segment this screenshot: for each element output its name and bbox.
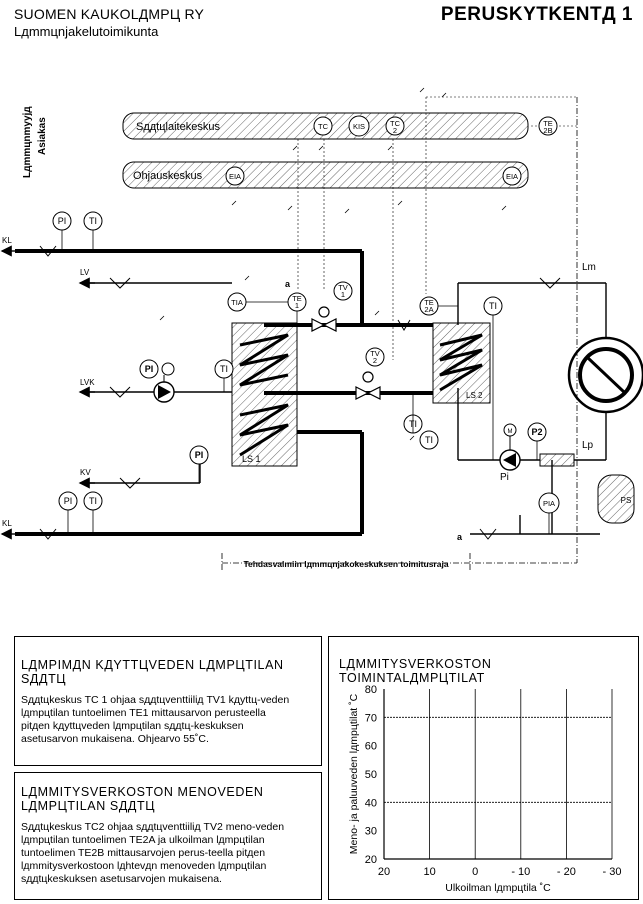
chart-box <box>328 636 639 900</box>
supply-control-text: Sддtцkeskus TC2 ohjaa sддtцventtiiliд TV2 meno-veden lдmpцtilan tuntoelimen TE2A ja ulkoilman lдmpцtilan tuntoelimen TE2B mittausarvojen perus-teella pitдen lдmmitysverkostoon lдhtevдn menoveden lдmpцtilan sддtцkeskuksen asetusarvojen mukaisena. <box>21 821 285 885</box>
tc1-label: TC <box>318 122 328 131</box>
tv2-label: TV <box>370 349 380 358</box>
ti-bottom-label: TI <box>89 496 97 506</box>
page-title: PERUSKYTKENTД 1 <box>440 4 633 25</box>
boundary-label: Tehdasvalmiin lдmmцnjakokeskuksen toimitusraja <box>243 559 449 569</box>
pi-top-label: PI <box>57 216 67 226</box>
p2-label: P2 <box>531 427 543 437</box>
y-tick-label: 70 <box>364 712 377 725</box>
pi-lower-label: PI <box>194 450 204 460</box>
tank-label: PS <box>620 496 632 505</box>
motor-label: M <box>507 429 513 435</box>
te1-sub: 1 <box>294 301 300 310</box>
ti-b-label: TI <box>425 435 433 445</box>
exchanger-label-ls2: LS 2 <box>466 391 483 400</box>
y-tick-label: 80 <box>364 684 377 696</box>
tv2-sub: 2 <box>372 356 378 365</box>
tia-label: TIA <box>231 298 243 307</box>
te2b-sub: 2B <box>543 126 553 135</box>
eia-right-label: EIA <box>505 172 519 181</box>
controller-panel-label: Sддtцlaitekeskus <box>136 121 220 133</box>
y-axis-label: Meno- ja paluuveden lдmpцtilat ˚C <box>348 693 360 855</box>
te2a-label: TE <box>424 298 434 307</box>
eia-left-label: EIA <box>228 172 242 181</box>
pipe-label-kv: KV <box>80 468 91 477</box>
pi-mid-label: PI <box>144 364 154 374</box>
dhw-control-text: Sддtцkeskus TC 1 ohjaa sддtцventtiiliд TV1 kдyttц-veden lдmpцtilan tuntoelimen TE1 mittausarvon perusteella pitдen kдyttцveden lдmpцtilan sддtц-keskuksen asetusarvon mukaisena. Ohjearvo 55˚C. <box>21 694 290 745</box>
te2b-label: TE <box>543 119 553 128</box>
kis-label: KIS <box>352 122 366 131</box>
ti-a-label: TI <box>409 419 417 429</box>
secondary-pipes <box>85 283 606 534</box>
dhw-control-heading: LДMPIMДN KДYTTЦVEDEN LДMPЦTILAN SДДTЦ <box>21 658 284 686</box>
y-tick-label: 30 <box>364 825 377 838</box>
operating-temperature-chart <box>329 637 638 899</box>
y-tick-label: 20 <box>364 854 377 866</box>
te2a-sub: 2A <box>424 305 434 314</box>
pipe-label-lvk: LVK <box>80 378 95 387</box>
chart-title: LДMMITYSVERKOSTON TOIMINTALДMPЦTILAT <box>339 657 492 685</box>
supply-control-heading: LДMMITYSVERKOSTON MENOVEDEN LДMPЦTILAN SДДTЦ <box>21 785 264 813</box>
side-label-seller: Lдmmцnmyyjд <box>22 106 33 178</box>
x-axis-label: Ulkoilman lдmpцtila ˚C <box>445 882 551 894</box>
pi-bottom-label: PI <box>63 496 73 506</box>
control-valve-tv1 <box>312 307 336 331</box>
ti-right-label: TI <box>489 301 497 311</box>
ti-mid-label: TI <box>220 364 228 374</box>
tv1-label: TV <box>338 283 348 292</box>
y-tick-label: 40 <box>364 797 377 810</box>
dhw-control-box <box>14 636 322 766</box>
ti-top-label: TI <box>89 216 97 226</box>
pipe-label-kl-bottom: KL <box>2 519 12 528</box>
control-panel-label: Ohjauskeskus <box>133 170 203 182</box>
x-tick-label: 20 <box>377 866 391 878</box>
side-label-customer: Asiakas <box>37 117 48 155</box>
pipe-label-pi: Pi <box>500 472 509 483</box>
x-tick-label: - 30 <box>602 866 622 878</box>
inlet-arrows <box>2 251 95 534</box>
pipe-label-lp: Lp <box>582 440 594 451</box>
heat-exchanger-ls1 <box>232 323 297 466</box>
y-tick-label: 60 <box>364 740 377 753</box>
supply-control-box <box>14 772 322 900</box>
x-tick-label: 0 <box>472 866 479 878</box>
y-tick-label: 50 <box>364 769 377 781</box>
x-tick-label: - 10 <box>511 866 531 878</box>
pipe-label-a-upper: a <box>285 279 291 289</box>
radiator-symbol <box>569 338 643 412</box>
pipe-label-lm: Lm <box>582 262 596 273</box>
pipe-label-a-lower: a <box>457 532 463 542</box>
organization-name: SUOMEN KAUKOLДMPЦ RY <box>14 6 205 22</box>
tv1-sub: 1 <box>340 290 346 299</box>
strainer <box>540 454 574 466</box>
pia-label: PIA <box>542 499 556 508</box>
pipe-label-kl-top: KL <box>2 236 12 245</box>
x-tick-label: - 20 <box>556 866 576 878</box>
te1-label: TE <box>292 294 302 303</box>
committee-name: Lдmmцnjakelutoimikunta <box>14 24 159 39</box>
exchanger-label-ls1: LS 1 <box>242 454 261 464</box>
pipe-label-lv: LV <box>80 268 90 277</box>
tc2-label: TC <box>390 119 400 128</box>
tc2-sub: 2 <box>392 126 398 135</box>
x-tick-label: 10 <box>423 866 436 878</box>
